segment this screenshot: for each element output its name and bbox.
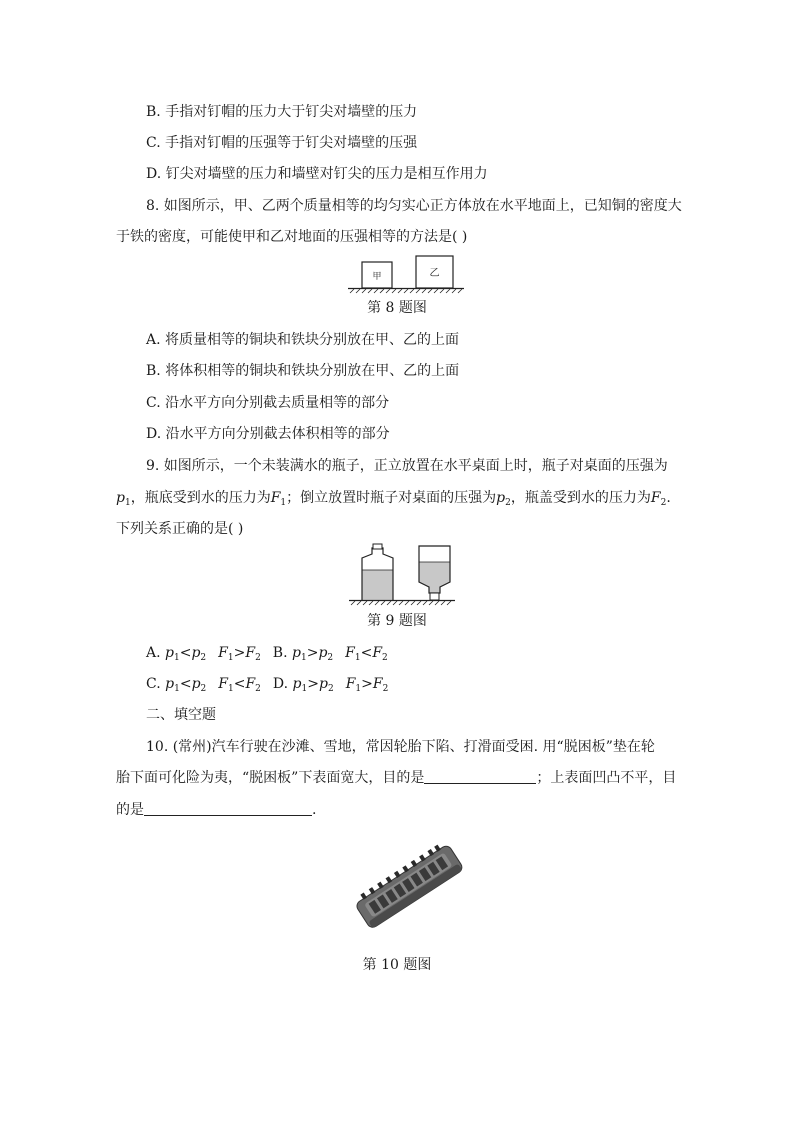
q7-option-d: D. 钉尖对墙壁的压力和墙壁对钉尖的压力是相互作用力 [146,166,488,182]
q9-stem-line2: $p_1$，瓶底受到水的压力为$F_1$；倒立放置时瓶子对桌面的压强为$p_2$，瓶盖受到水的压力为$F_2$. [116,490,671,508]
q9-stem-line1: 9. 如图所示，一个未装满水的瓶子，正立放置在水平桌面上时，瓶子对桌面的压强为 [146,458,668,474]
label-jia: 甲 [372,272,382,282]
q8-figure [340,252,470,296]
ground-hatching [350,289,462,293]
q10-line3: 的是 . [116,802,317,818]
answer-blank-1[interactable] [424,769,536,784]
q10-figure-traction-board [352,830,467,945]
q9-options-cd: C. $p_1<p_2$ $F_1<F_2$ D. $p_1>p_2$ $F_1>F_2$ [146,676,389,694]
q9-caption: 第 9 题图 [367,613,427,629]
q7-option-c: C. 手指对钉帽的压强等于钉尖对墙壁的压强 [146,135,418,151]
q8-caption: 第 8 题图 [367,300,427,316]
q9-options-ab: A. $p_1<p_2$ $F_1>F_2$ B. $p_1>p_2$ $F_1<F_2$ [146,645,388,663]
table-hatching [351,601,451,605]
q9-stem-line3: 下列关系正确的是( ) [116,521,244,537]
q8-stem-line2: 于铁的密度，可能使甲和乙对地面的压强相等的方法是( ) [116,229,468,245]
inverted-bottle-water [419,562,450,593]
upright-bottle-cap [373,544,382,549]
q8-option-d: D. 沿水平方向分别截去体积相等的部分 [146,426,390,442]
q8-option-c: C. 沿水平方向分别截去质量相等的部分 [146,395,390,411]
q8-option-b: B. 将体积相等的铜块和铁块分别放在甲、乙的上面 [146,363,460,379]
label-yi: 乙 [429,268,440,279]
section-title-fill-in: 二、填空题 [146,707,216,723]
q10-caption: 第 10 题图 [362,957,432,973]
q10-line1: 10. (常州)汽车行驶在沙滩、雪地，常因轮胎下陷、打滑面受困. 用“脱困板”垫在轮 [146,739,655,755]
inverted-bottle-cap [430,593,439,600]
q9-figure [345,542,457,607]
answer-blank-2[interactable] [144,801,312,816]
q8-stem-line1: 8. 如图所示，甲、乙两个质量相等的均匀实心正方体放在水平地面上，已知铜的密度大 [146,198,682,214]
upright-bottle-water [362,570,393,600]
q10-line2: 胎下面可化险为夷，“脱困板”下表面宽大，目的是 ；上表面凹凸不平，目 [116,770,677,786]
q7-option-b: B. 手指对钉帽的压力大于钉尖对墙壁的压力 [146,104,418,120]
q8-option-a: A. 将质量相等的铜块和铁块分别放在甲、乙的上面 [146,332,460,348]
